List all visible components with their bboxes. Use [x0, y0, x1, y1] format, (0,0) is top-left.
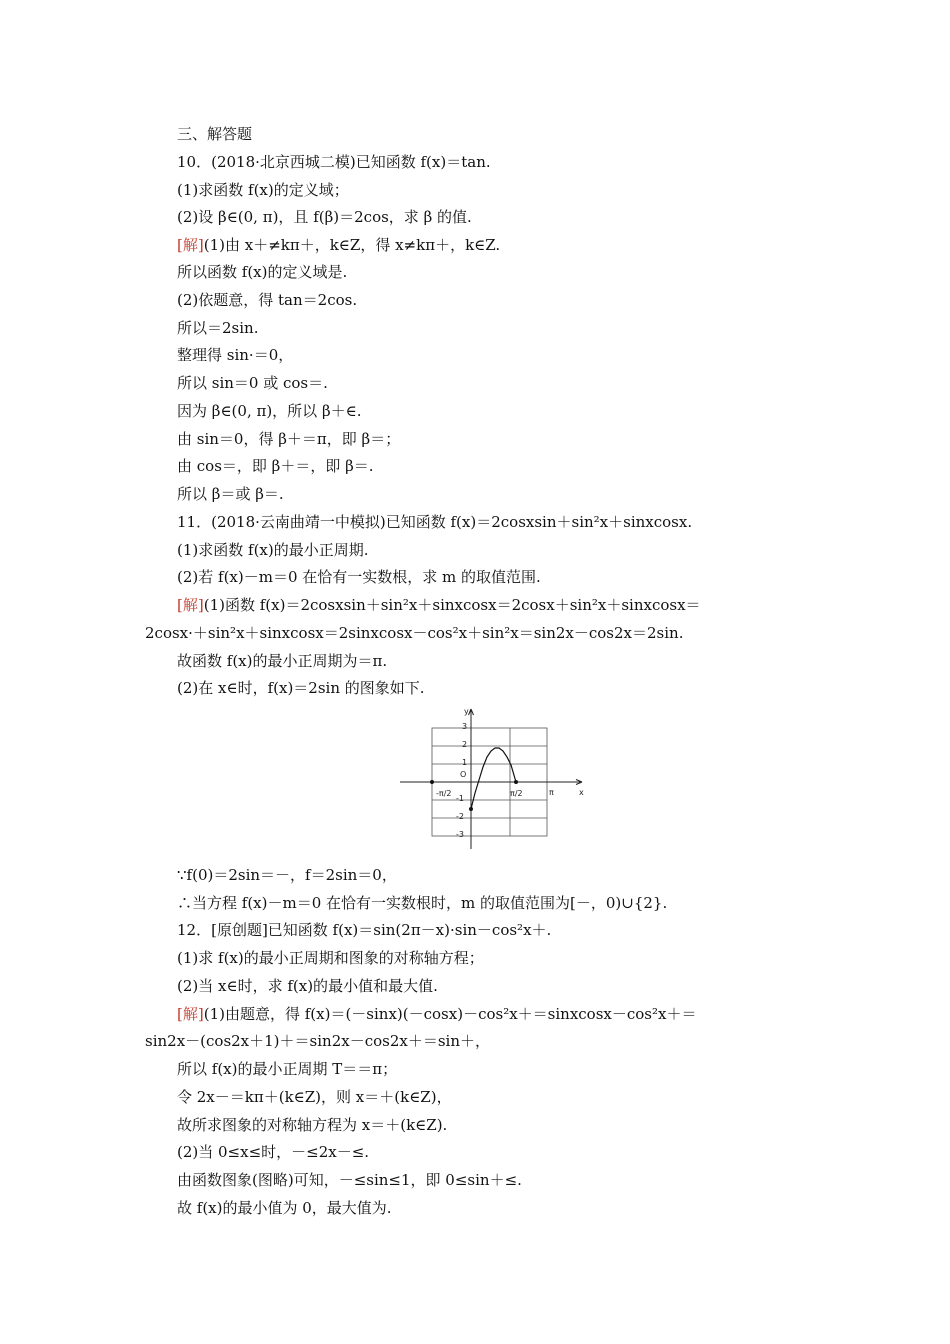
solution-10-line: 所以 β＝或 β＝.: [177, 485, 284, 503]
solution-11-line: [解](1)函数 f(x)＝2cosxsin＋sin²x＋sinxcosx＝2cosx＋sin²x＋sinxcosx＝: [177, 596, 701, 614]
solution-11-line: 故函数 f(x)的最小正周期为＝π.: [177, 652, 388, 670]
section-heading: 三、解答题: [177, 125, 253, 143]
origin-label: O: [460, 770, 467, 779]
y-tick-label: -2: [456, 812, 464, 821]
solution-tag: [解]: [177, 1005, 204, 1023]
solution-tag: [解]: [177, 236, 204, 254]
curve-start-point: [469, 807, 473, 811]
x-tick-label: -π/2: [436, 789, 452, 798]
solution-10-line: [解](1)由 x＋≠kπ＋，k∈Z，得 x≠kπ＋，k∈Z.: [177, 236, 501, 254]
curve-end-point: [514, 780, 518, 784]
solution-10-line: 所以 sin＝0 或 cos＝.: [177, 374, 328, 392]
solution-12-line: (2)当 0≤x≤时，－≤2x－≤.: [177, 1143, 370, 1161]
axis-point-left: [430, 780, 434, 784]
problem-10-statement: 10．(2018·北京西城二模)已知函数 f(x)＝tan.: [177, 153, 491, 171]
solution-12-line: sin2x－(cos2x＋1)＋＝sin2x－cos2x＋＝sin＋，: [145, 1032, 490, 1050]
solution-10-line: 由 cos＝，即 β＋＝，即 β＝.: [177, 457, 374, 475]
solution-10-line: 所以＝2sin.: [177, 319, 259, 337]
solution-10-line: 由 sin＝0，得 β＋＝π，即 β＝；: [177, 430, 401, 448]
problem-11-part-2: (2)若 f(x)－m＝0 在恰有一实数根，求 m 的取值范围.: [177, 568, 541, 586]
solution-12-line: 故 f(x)的最小值为 0，最大值为.: [177, 1199, 392, 1217]
solution-tag: [解]: [177, 596, 204, 614]
solution-11-line: ∵f(0)＝2sin＝－，f＝2sin＝0，: [177, 866, 397, 884]
solution-11-line: (2)在 x∈时，f(x)＝2sin 的图象如下.: [177, 679, 425, 697]
solution-10-line: 所以函数 f(x)的定义域是.: [177, 263, 348, 281]
problem-12-statement: 12．[原创题]已知函数 f(x)＝sin(2π－x)·sin－cos²x＋.: [177, 921, 552, 939]
y-tick-label: -3: [456, 830, 464, 839]
problem-10-part-2: (2)设 β∈(0, π)，且 f(β)＝2cos，求 β 的值.: [177, 208, 472, 226]
solution-10-line: 因为 β∈(0, π)，所以 β＋∈.: [177, 402, 362, 420]
y-tick-label: -1: [456, 794, 464, 803]
solution-10-line: 整理得 sin·＝0，: [177, 346, 294, 364]
problem-11-part-1: (1)求函数 f(x)的最小正周期.: [177, 541, 369, 559]
sine-graph-figure: [398, 703, 590, 853]
y-tick-label: 3: [462, 722, 468, 731]
solution-12-line: 令 2x－＝kπ＋(k∈Z)，则 x＝＋(k∈Z)，: [177, 1088, 452, 1106]
solution-11-line: ∴当方程 f(x)－m＝0 在恰有一实数根时，m 的取值范围为[－，0)∪{2}.: [177, 894, 668, 912]
x-tick-label: π: [549, 788, 554, 797]
solution-10-line: (2)依题意，得 tan＝2cos.: [177, 291, 358, 309]
solution-12-line: 由函数图象(图略)可知，－≤sin≤1，即 0≤sin＋≤.: [177, 1171, 522, 1189]
solution-12-line: [解](1)由题意，得 f(x)＝(－sinx)(－cosx)－cos²x＋＝sinxcosx－cos²x＋＝: [177, 1005, 697, 1023]
problem-12-part-1: (1)求 f(x)的最小正周期和图象的对称轴方程；: [177, 949, 484, 967]
x-axis-label: x: [579, 788, 584, 797]
solution-12-line: 所以 f(x)的最小正周期 T＝＝π；: [177, 1060, 398, 1078]
sine-graph: [398, 703, 590, 853]
x-tick-label: π/2: [510, 789, 523, 798]
y-tick-label: 1: [462, 758, 468, 767]
y-axis-label: y: [464, 707, 469, 716]
problem-11-statement: 11．(2018·云南曲靖一中模拟)已知函数 f(x)＝2cosxsin＋sin²x＋sinxcosx.: [177, 513, 693, 531]
problem-10-part-1: (1)求函数 f(x)的定义域；: [177, 181, 349, 199]
solution-12-line: 故所求图象的对称轴方程为 x＝＋(k∈Z).: [177, 1116, 448, 1134]
problem-12-part-2: (2)当 x∈时，求 f(x)的最小值和最大值.: [177, 977, 438, 995]
y-tick-label: 2: [462, 740, 468, 749]
solution-11-line: 2cosx·＋sin²x＋sinxcosx＝2sinxcosx－cos²x＋sin²x＝sin2x－cos2x＝2sin.: [145, 624, 684, 642]
